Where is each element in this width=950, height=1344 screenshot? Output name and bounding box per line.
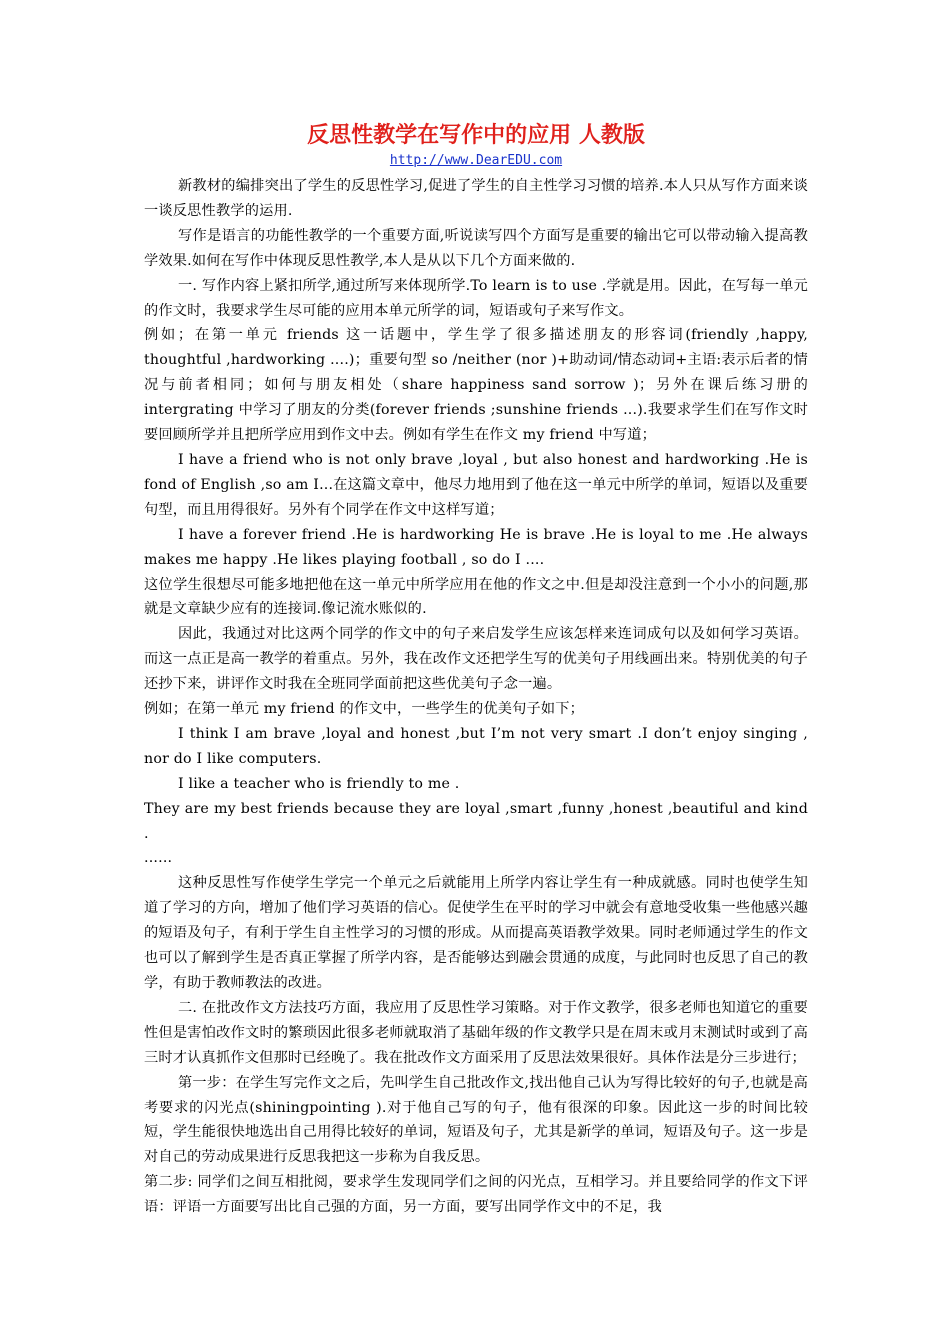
paragraph: I have a friend who is not only brave ,loyal , but also honest and hardworking .He is fond of English ,so am I...在这篇文章中，他尽力地用到了他在这一单元中所学的单词，短语以及重要句型，而且用得很好。另外有个同学在作文中这样写道；: [144, 451, 808, 518]
paragraph: 新教材的编排突出了学生的反思性学习,促进了学生的自主性学习习惯的培养.本人只从写作方面来谈一谈反思性教学的运用.: [144, 178, 808, 219]
paragraph: They are my best friends because they are loyal ,smart ,funny ,honest ,beautiful and kind .: [144, 800, 808, 842]
paragraph: 写作是语言的功能性教学的一个重要方面,听说读写四个方面写是重要的输出它可以带动输入提高教学效果.如何在写作中体现反思性教学,本人是从以下几个方面来做的.: [144, 227, 808, 269]
paragraph: I think I am brave ,loyal and honest ,but I’m not very smart .I don’t enjoy singing , nor do I like computers.: [144, 725, 808, 767]
source-link[interactable]: http://www.DearEDU.com: [389, 153, 563, 168]
paragraph: I like a teacher who is friendly to me .: [178, 775, 460, 792]
document-body: [144, 174, 808, 1220]
paragraph: 这种反思性写作使学生学完一个单元之后就能用上所学内容让学生有一种成就感。同时也使学生知道了学习的方向，增加了他们学习英语的信心。促使学生在平时的学习中就会有意地受收集一些他感兴趣的短语及句子，有利于学生自主性学习的习惯的形成。从而提高英语教学效果。同时老师通过学生的作文也可以了解到学生是否真正掌握了所学内容，是否能够达到融会贯通的成度，与此同时也反思了自己的教学，有助于教师教法的改进。: [144, 875, 808, 991]
paragraph: 这位学生很想尽可能多地把他在这一单元中所学应用在他的作文之中.但是却没注意到一个小小的问题,那就是文章缺少应有的连接词.像记流水账似的.: [144, 576, 808, 618]
paragraph: 第一步：在学生写完作文之后，先叫学生自己批改作文,找出他自己认为写得比较好的句子,也就是高考要求的闪光点(shiningpointing ).对于他自己写的句子，他有很深的印象。因此这一步的时间比较短，学生能很快地选出自己用得比较好的单词，短语及句子，尤其是新学的单词，短语及句子。这一步是对自己的劳动成果进行反思我把这一步称为自我反思。: [144, 1074, 808, 1166]
paragraph: ......: [144, 850, 173, 867]
document-title: 反思性教学在写作中的应用 人教版: [307, 122, 645, 148]
document-page: [144, 118, 808, 1220]
paragraph: 一. 写作内容上紧扣所学,通过所写来体现所学.To learn is to use .学就是用。因此，在写每一单元的作文时，我要求学生尽可能的应用本单元所学的词，短语或句子来写作文。: [144, 277, 808, 319]
paragraph: I have a forever friend .He is hardworking He is brave .He is loyal to me .He always makes me happy .He likes playing football , so do I ....: [144, 526, 808, 568]
paragraph: 例如；在第一单元 my friend 的作文中，一些学生的优美句子如下；: [144, 701, 585, 718]
paragraph: 例如；在第一单元 friends 这一话题中，学生学了很多描述朋友的形容词(friendly ,happy, thoughtful ,hardworking ....)；重要句型 so /neither (nor )+助动词/情态动词+主语:表示后者的情况与前者相同；如何与朋友相处（share happiness sand sorrow )；另外在课后练习册的intergrating 中学习了朋友的分类(forever friends ;sunshine friends ...).我要求学生们在写作文时要回顾所学并且把所学应用到作文中去。例如有学生在作文 my friend 中写道；: [144, 327, 808, 444]
paragraph: 因此，我通过对比这两个同学的作文中的句子来启发学生应该怎样来连词成句以及如何学习英语。而这一点正是高一教学的着重点。另外，我在改作文还把学生写的优美句子用线画出来。特别优美的句子还抄下来，讲评作文时我在全班同学面前把这些优美句子念一遍。: [144, 626, 808, 693]
paragraph: 二. 在批改作文方法技巧方面，我应用了反思性学习策略。对于作文教学，很多老师也知道它的重要性但是害怕改作文时的繁琐因此很多老师就取消了基础年级的作文教学只是在周末或月末测试时或到了高三时才认真抓作文但那时已经晚了。我在批改作文方面采用了反思法效果很好。具体作法是分三步进行；: [144, 999, 808, 1066]
paragraph: 第二步: 同学们之间互相批阅，要求学生发现同学们之间的闪光点，互相学习。并且要给同学的作文下评语：评语一方面要写出比自己强的方面，另一方面，要写出同学作文中的不足，我: [144, 1174, 808, 1216]
